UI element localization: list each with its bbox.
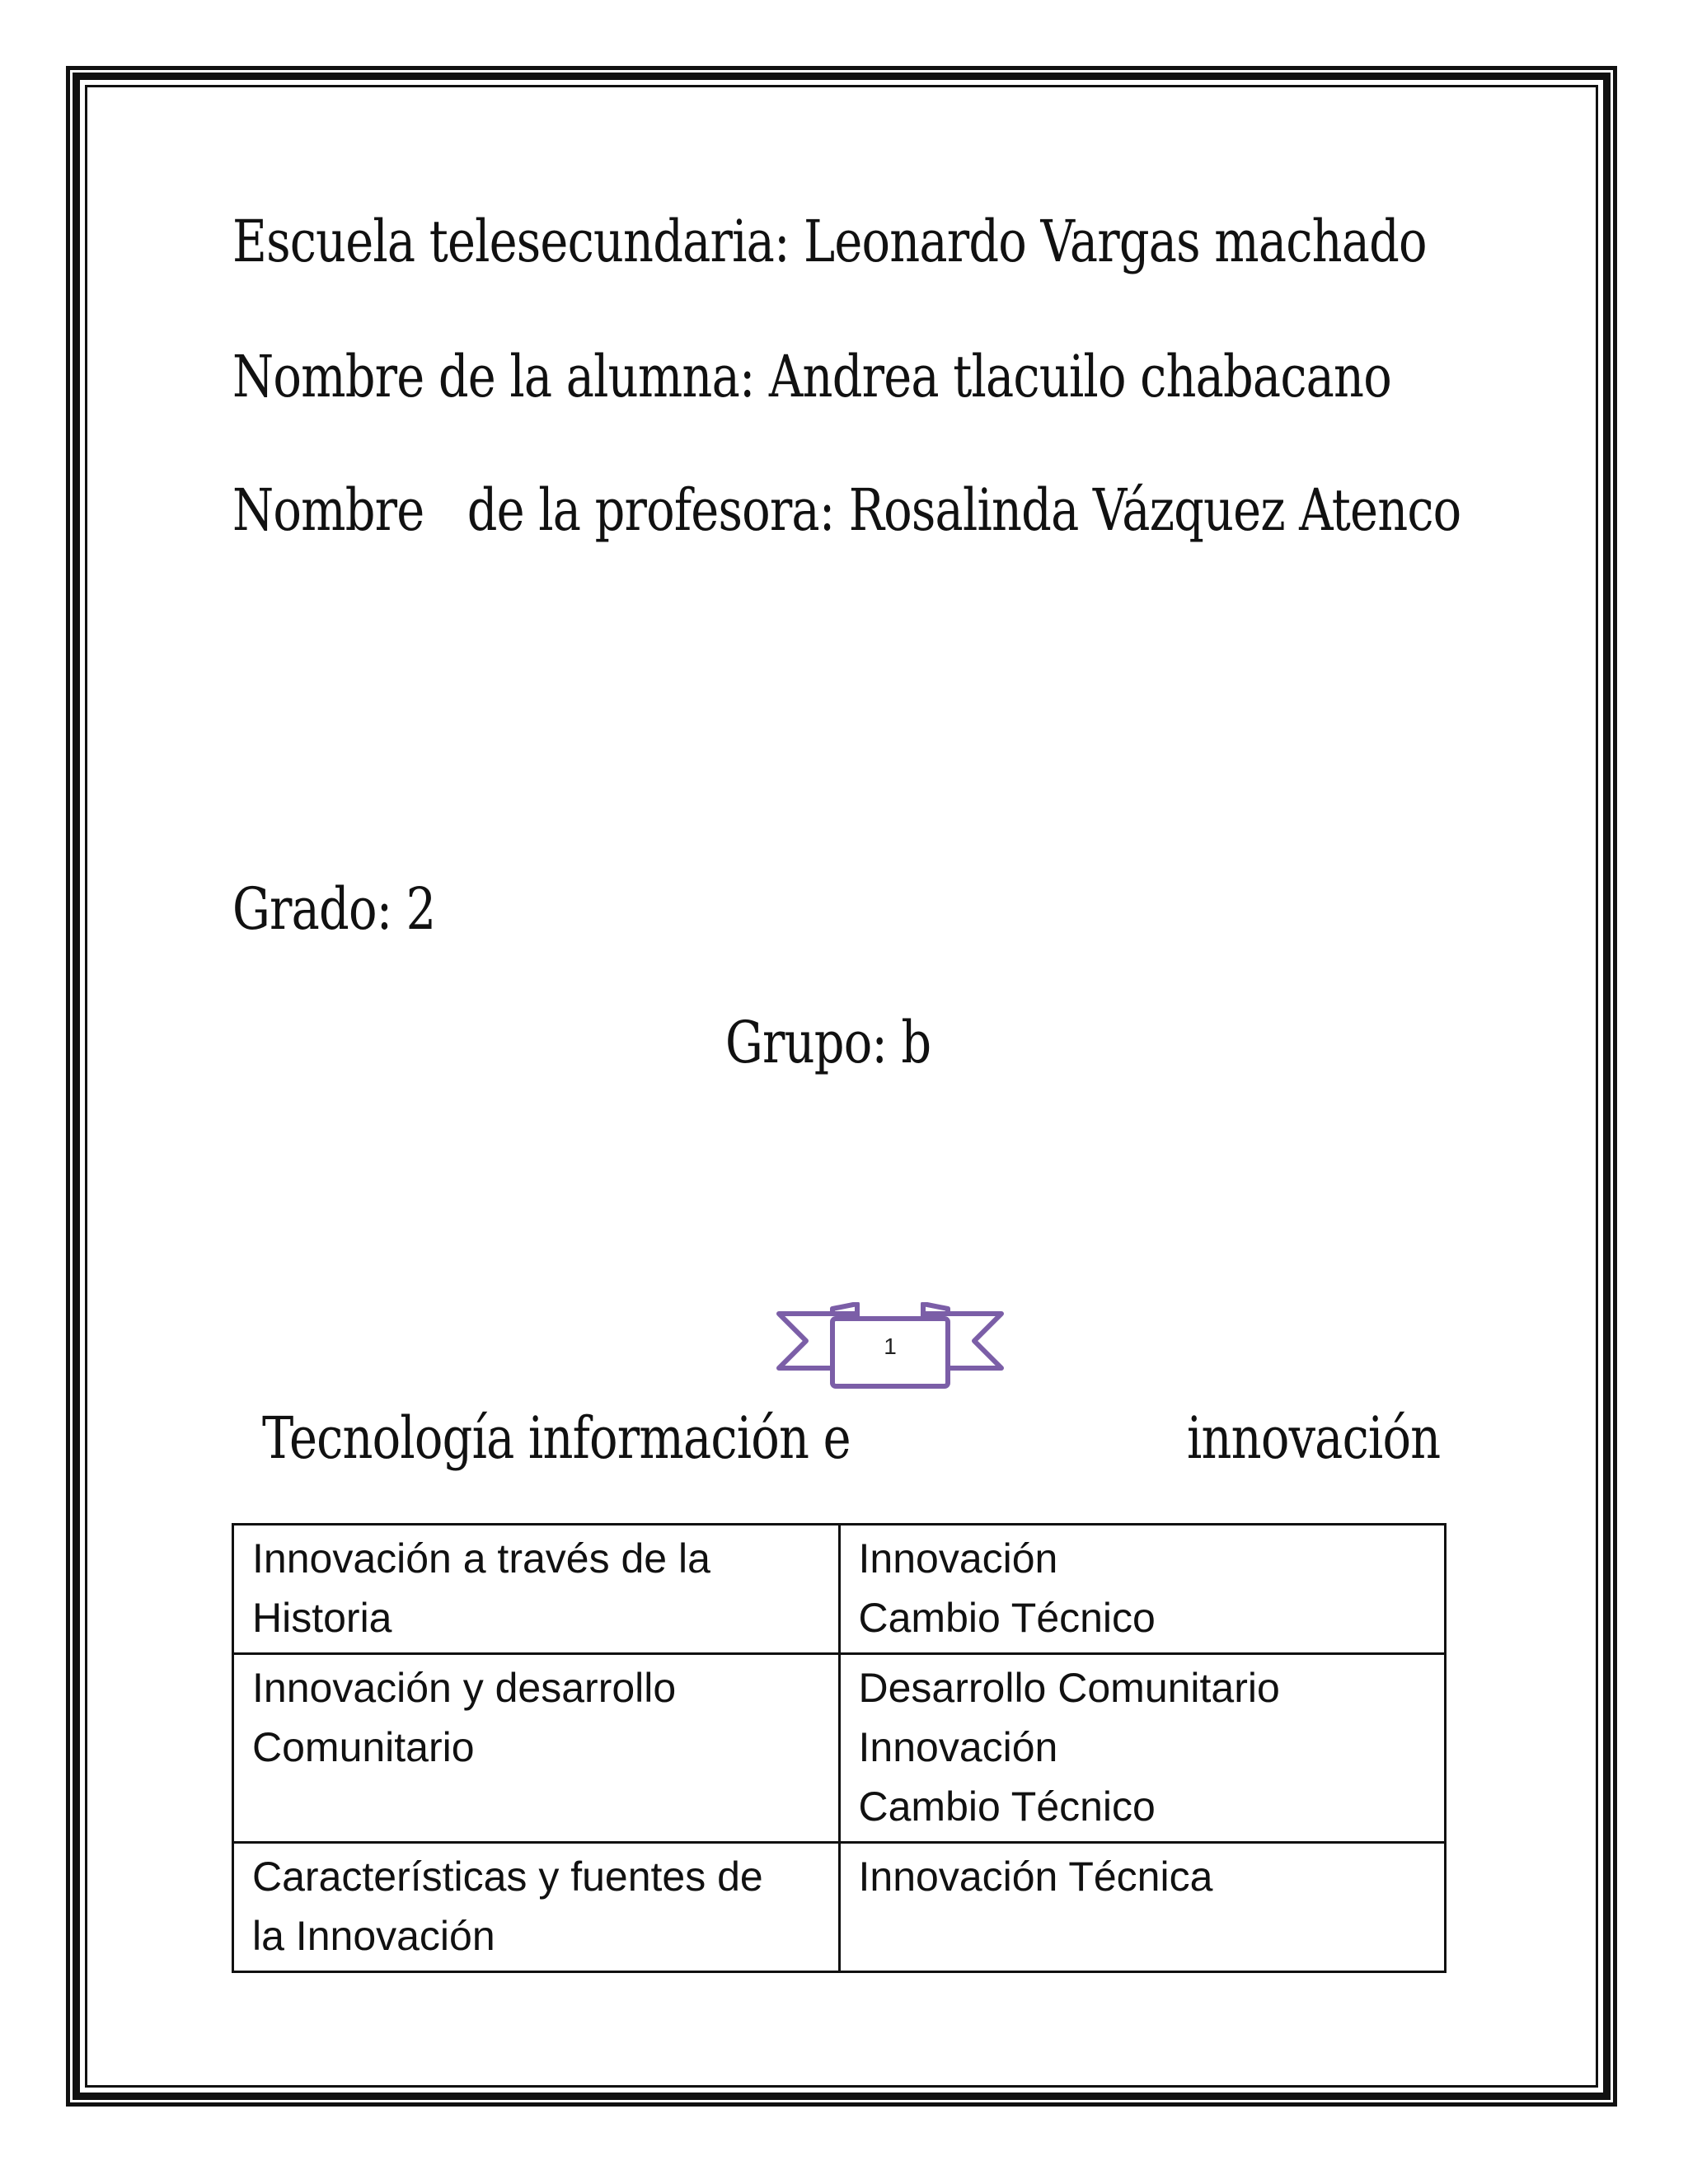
cell-text: Características y fuentes de (252, 1854, 763, 1900)
cell-text: Innovación y desarrollo (252, 1665, 677, 1711)
topic-cell (233, 1525, 840, 1654)
school-name: Escuela telesecundaria: Leonardo Vargas machado (232, 208, 1427, 275)
table-row (233, 1525, 1446, 1654)
cell-text: Comunitario (252, 1724, 475, 1770)
cell-text: Desarrollo Comunitario (858, 1665, 1280, 1711)
group-label: Grupo: b (725, 1009, 931, 1076)
subject-title-left: Tecnología información e (262, 1404, 851, 1472)
teacher-name: Nombre de la profesora: Rosalinda Vázquez Atenco (232, 476, 1461, 544)
cell-text: Innovación a través de la (252, 1535, 710, 1582)
cell-text: Innovación (858, 1535, 1058, 1582)
topic-cell (233, 1843, 840, 1972)
cell-text: la Innovación (252, 1913, 495, 1959)
cell-text: Cambio Técnico (858, 1783, 1156, 1830)
topics-table (232, 1523, 1447, 1973)
concepts-cell (839, 1654, 1446, 1843)
cell-text: Innovación Técnica (858, 1854, 1213, 1900)
topic-cell (233, 1654, 840, 1843)
table-row (233, 1843, 1446, 1972)
concepts-cell (839, 1843, 1446, 1972)
student-name: Nombre de la alumna: Andrea tlacuilo chabacano (232, 343, 1391, 410)
cell-text: Cambio Técnico (858, 1595, 1156, 1641)
cell-text: Innovación (858, 1724, 1058, 1770)
cell-text: Historia (252, 1595, 392, 1641)
grade-label: Grado: 2 (232, 875, 436, 943)
concepts-cell (839, 1525, 1446, 1654)
page-number: 1 (884, 1333, 897, 1359)
subject-title-right: innovación (1187, 1404, 1441, 1472)
table-row (233, 1654, 1446, 1843)
